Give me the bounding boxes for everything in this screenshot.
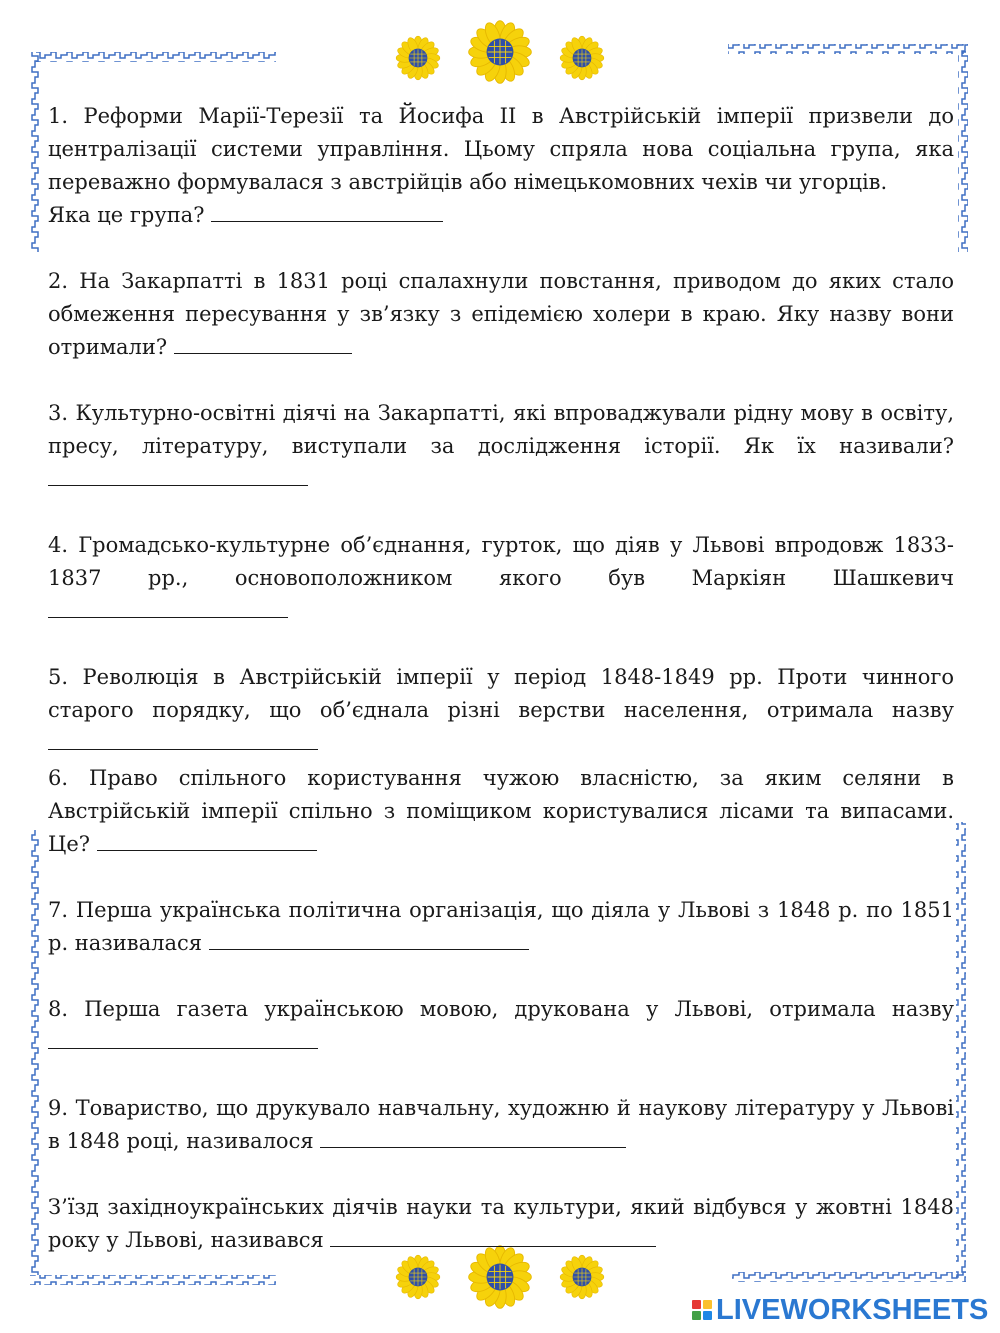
question-7: 7. Перша українська політична організація, що діяла у Львові з 1848 р. по 1851 р. називалася: [48, 898, 954, 955]
question-3: 3. Культурно-освітні діячі на Закарпатті, які впроваджували рідну мову в освіту, пресу, літературу, виступали за дослідження історії. Як їх називали?: [48, 397, 954, 496]
answer-field-5[interactable]: [48, 727, 318, 750]
question-1-tail: Яка це група?: [48, 203, 205, 227]
sunflower-icon: [396, 36, 440, 80]
answer-field-9[interactable]: [320, 1125, 626, 1148]
question-6: 6. Право спільного користування чужою власністю, за яким селяни в Австрійській імперії спільно з поміщиком користувалися лісами та випасами. Це?: [48, 766, 954, 856]
answer-field-3[interactable]: [48, 463, 308, 486]
answer-field-8[interactable]: [48, 1026, 318, 1049]
question-8: 8. Перша газета українською мовою, друкована у Львові, отримала назву: [48, 993, 954, 1059]
liveworksheets-logo: [692, 1292, 988, 1328]
worksheet-body: [48, 100, 954, 1257]
sunflower-icon: [560, 1255, 604, 1299]
question-2: 2. На Закарпатті в 1831 році спалахнули повстання, приводом до яких стало обмеження пересування у зв’язку з епідемією холери в краю. Яку назву вони отримали?: [48, 269, 954, 359]
liveworksheets-logo-icon: [692, 1300, 712, 1320]
answer-field-2[interactable]: [174, 331, 352, 354]
sunflower-icon: [469, 21, 532, 84]
question-4: 4. Громадсько-культурне об’єднання, гурток, що діяв у Львові впродовж 1833-1837 рр., основоположником якого був Маркіян Шашкевич: [48, 529, 954, 628]
question-10: З’їзд західноукраїнських діячів науки та культури, який відбувся у жовтні 1848 року у Львові, називався: [48, 1195, 954, 1252]
liveworksheets-brand: LIVEWORKSHEETS: [716, 1293, 989, 1326]
answer-field-6[interactable]: [97, 828, 317, 851]
question-1: 1. Реформи Марії-Терезії та Йосифа ІІ в Австрійській імперії призвели до централізації системи управління. Цьому спряла нова соціальна група, яка переважно формувалася з австрійців або німецькомовних чехів чи угорців. Яка це група?: [48, 104, 954, 227]
question-5: 5. Революція в Австрійській імперії у період 1848-1849 рр. Проти чинного старого порядку, що об’єднала різні верстви населення, отримала назву: [48, 661, 954, 760]
answer-field-7[interactable]: [209, 927, 529, 950]
answer-field-4[interactable]: [48, 595, 288, 618]
question-9: 9. Товариство, що друкувало навчальну, художню й наукову літературу у Львові в 1848 році, називалося: [48, 1096, 954, 1153]
sunflower-icon: [560, 36, 604, 80]
answer-field-1[interactable]: [211, 199, 443, 222]
sunflower-icon: [396, 1255, 440, 1299]
answer-field-10[interactable]: [330, 1224, 656, 1247]
